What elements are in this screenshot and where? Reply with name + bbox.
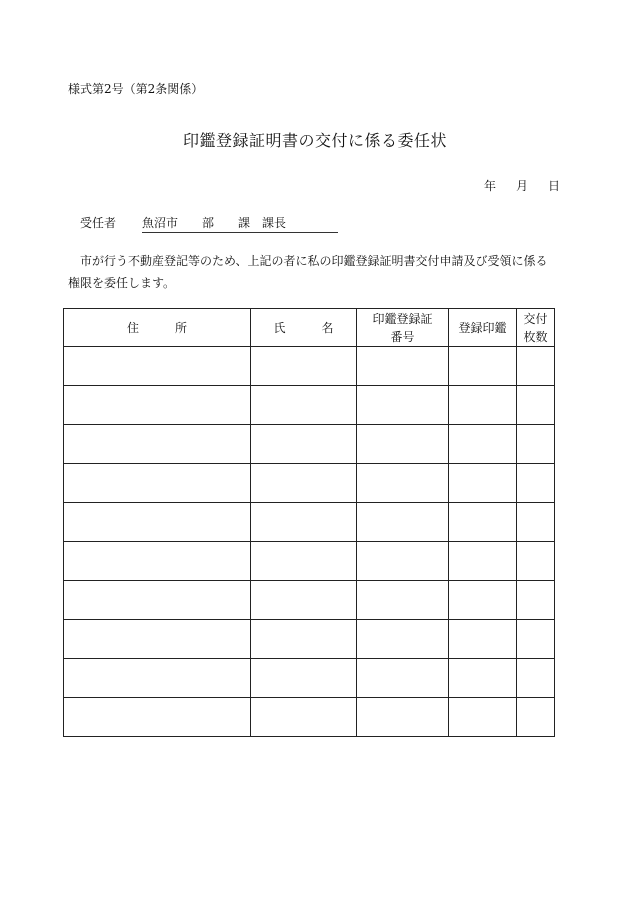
registered-seal-cell[interactable] [449,659,517,698]
name-cell[interactable] [251,698,357,737]
table-row [64,464,555,503]
table-row [64,698,555,737]
copies-cell[interactable] [517,698,555,737]
name-cell[interactable] [251,503,357,542]
cert-number-cell[interactable] [357,581,449,620]
cert-number-cell[interactable] [357,620,449,659]
date-year-label: 年 [483,179,496,193]
address-cell[interactable] [64,542,251,581]
header-address [64,309,251,347]
copies-cell[interactable] [517,620,555,659]
header-address-label: 住 所 [126,320,187,335]
address-cell[interactable] [64,503,251,542]
name-cell[interactable] [251,542,357,581]
date-month-label: 月 [515,179,528,193]
registered-seal-cell[interactable] [449,542,517,581]
header-registered-seal [449,309,517,347]
table-row [64,659,555,698]
name-cell[interactable] [251,464,357,503]
header-copies [517,309,555,347]
header-copies-line-2: 枚数 [523,329,548,344]
copies-cell[interactable] [517,659,555,698]
delegate-line [80,214,338,233]
cert-number-cell[interactable] [357,542,449,581]
table-row [64,581,555,620]
delegate-value: 魚沼市 部 課 課長 [142,214,338,233]
name-cell[interactable] [251,620,357,659]
copies-cell[interactable] [517,464,555,503]
table-row [64,425,555,464]
cert-number-cell[interactable] [357,698,449,737]
name-cell[interactable] [251,347,357,386]
header-name-label: 氏 名 [273,320,334,335]
copies-cell[interactable] [517,503,555,542]
address-cell[interactable] [64,581,251,620]
table-header-row [64,309,555,347]
cert-number-cell[interactable] [357,425,449,464]
table-row [64,542,555,581]
copies-cell[interactable] [517,347,555,386]
registered-seal-cell[interactable] [449,386,517,425]
address-cell[interactable] [64,659,251,698]
registered-seal-cell[interactable] [449,698,517,737]
copies-cell[interactable] [517,542,555,581]
header-cert-number-line-2: 番号 [390,329,415,344]
cert-number-cell[interactable] [357,347,449,386]
address-cell[interactable] [64,386,251,425]
page-title: 印鑑登録証明書の交付に係る委任状 [182,131,447,150]
date-line [484,177,560,194]
cert-number-cell[interactable] [357,503,449,542]
copies-cell[interactable] [517,386,555,425]
date-day-label: 日 [547,179,560,193]
header-registered-seal-label: 登録印鑑 [458,320,507,335]
registered-seal-cell[interactable] [449,503,517,542]
header-copies-line-1: 交付 [523,311,548,326]
form-number: 様式第2号（第2条関係） [68,82,204,96]
table-row [64,620,555,659]
delegation-table [63,308,555,737]
address-cell[interactable] [64,464,251,503]
registered-seal-cell[interactable] [449,464,517,503]
address-cell[interactable] [64,347,251,386]
registered-seal-cell[interactable] [449,347,517,386]
table-row [64,347,555,386]
table-row [64,503,555,542]
cert-number-cell[interactable] [357,659,449,698]
name-cell[interactable] [251,581,357,620]
registered-seal-cell[interactable] [449,581,517,620]
name-cell[interactable] [251,425,357,464]
address-cell[interactable] [64,698,251,737]
registered-seal-cell[interactable] [449,620,517,659]
copies-cell[interactable] [517,581,555,620]
name-cell[interactable] [251,659,357,698]
delegate-label: 受任者 [80,216,117,230]
header-cert-number [357,309,449,347]
header-cert-number-line-1: 印鑑登録証 [372,311,433,326]
statement-line-1: 市が行う不動産登記等のため、上記の者に私の印鑑登録証明書交付申請及び受領に係る [80,254,548,268]
copies-cell[interactable] [517,425,555,464]
table-row [64,386,555,425]
address-cell[interactable] [64,620,251,659]
delegation-statement [68,250,562,294]
header-name [251,309,357,347]
address-cell[interactable] [64,425,251,464]
cert-number-cell[interactable] [357,464,449,503]
name-cell[interactable] [251,386,357,425]
registered-seal-cell[interactable] [449,425,517,464]
cert-number-cell[interactable] [357,386,449,425]
statement-line-2: 権限を委任します。 [68,276,176,290]
